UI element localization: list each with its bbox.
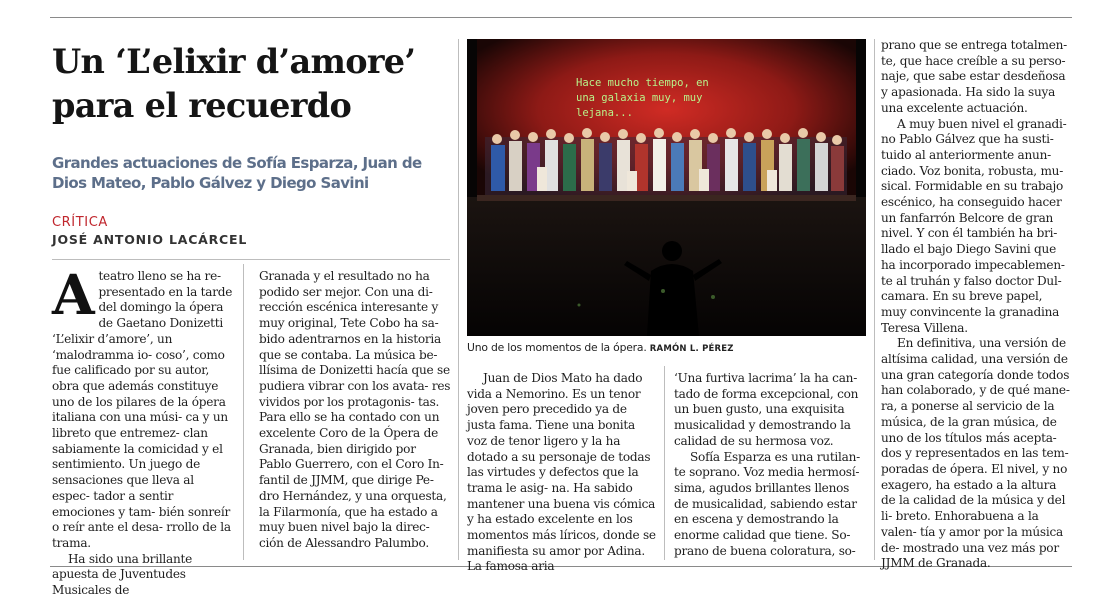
section-label: CRÍTICA [52, 215, 108, 230]
paragraph: Ha sido una brillante apuesta de Juventudes Musicales de [52, 551, 193, 598]
body-column-2 [259, 269, 451, 552]
body-column-3 [467, 371, 657, 575]
paragraph: En definitiva, una versión de altísima calidad, una versión de una gran categoría donde todos han colaborado, y de qué mane- ra, a ponerse al servicio de la música, de la gran música, de uno de los títulos más acepta- dos y representados en las tem- poradas de ópera. El nivel, y no exagero, ha estado a la altura de la calidad de la música y del li- breto. Enhorabuena a la valen- tía y amor por la música de- mostrado una vez más por JJMM de Granada. [881, 336, 1070, 571]
paragraph: prano que se entrega totalmen- te, que hace creíble a su perso- naje, que sabe estar desdeñosa y apasionada. Ha sido la suya una excelente actuación. [881, 38, 1068, 115]
paragraph: A muy buen nivel el granadi- no Pablo Gálvez que ha susti- tuido al anteriormente anun- ciado. Voz bonita, robusta, mu- sical. Formidable en su trabajo escénico, ha conseguido hacer un fanfarrón Belcore de gran nivel. Y con él también ha bri- llado el bajo Diego Savini que ha incorporado impecablemen- te al truhán y falso doctor Dul- camara. En su breve papel, muy convincente la granadina Teresa Villena. [881, 116, 1067, 335]
body-column-5 [881, 38, 1071, 572]
column-divider [458, 39, 459, 560]
paragraph: Ateatro lleno se ha re- presentado en la tarde del domingo la ópera de Gaetano Donizetti ‘L’elixir d’amore’, un ‘malodramma io- coso’, como fue calificado por su autor, obra que además constituye uno de los pilares de la ópera italiana con una músi- ca y un libreto que entremez- clan sabiamente la comicidad y el sentimiento. Un juego de sensaciones que lleva al espec- tador a sentir emociones y tam- bién sonreír o reír ante el desa- rrollo de la trama. [52, 262, 233, 550]
subheadline: Grandes actuaciones de Sofía Esparza, Juan de Dios Mateo, Pablo Gálvez y Diego Savini [52, 154, 422, 192]
column-divider [664, 366, 665, 560]
byline-rule [52, 259, 450, 260]
paragraph: Granada y el resultado no ha podido ser mejor. Con una di- rección escénica interesante y muy original, Tete Cobo ha sa- bido adentrarnos en la historia que se contaba. La música be- llísima de Donizetti hacía que se pudiera vibrar con los avata- res vividos por los protagonis- tas. Para ello se ha contado con un excelente Coro de la Ópera de Granada, bien dirigido por Pablo Guerrero, con el Coro In- fantil de JJMM, que dirige Pe- dro Hernández, y una orquesta, la Filarmonía, que ha estado a muy buen nivel bajo la direc- ción de Alessandro Palumbo. [259, 269, 451, 550]
paragraph: ‘Una furtiva lacrima’ la ha can- tado de forma excepcional, con un buen gusto, una exquisita musicalidad y demostrando la calidad de su hermosa voz. [674, 371, 859, 448]
column-divider [874, 39, 875, 560]
photo-credit: RAMÓN L. PÉREZ [649, 344, 734, 354]
paragraph: Sofía Esparza es una rutilan- te soprano. Voz media hermosí- sima, agudos brillantes llenos de musicalidad, sabiendo estar en escena y demostrando la enorme calidad que tiene. So- prano de buena coloratura, so- [674, 449, 860, 558]
author-byline: JOSÉ ANTONIO LACÁRCEL [52, 232, 248, 247]
choir-group [485, 128, 847, 195]
caption-text: Uno de los momentos de la ópera. [467, 341, 647, 354]
top-rule [50, 17, 1072, 18]
body-column-4 [674, 371, 866, 559]
column-divider [243, 264, 244, 560]
stage-photo [467, 39, 866, 336]
headline: Un ‘L’elixir d’amore’ para el recuerdo [52, 42, 416, 125]
photo-caption [467, 341, 734, 354]
paragraph: Juan de Dios Mato ha dado vida a Nemorino. Es un tenor joven pero precedido ya de justa fama. Tiene una bonita voz de tenor ligero y la ha dotado a su personaje de todas las virtudes y defectos que la trama le asig- na. Ha sabido mantener una buena vis cómica y ha estado excelente en los momentos más líricos, donde se manifiesta su amor por Adina. La famosa aria [467, 371, 656, 574]
body-column-1 [52, 262, 234, 599]
screen-projection-text: Hace mucho tiempo, en una galaxia muy, muy lejana... [576, 77, 709, 119]
drop-cap: A [52, 262, 95, 327]
